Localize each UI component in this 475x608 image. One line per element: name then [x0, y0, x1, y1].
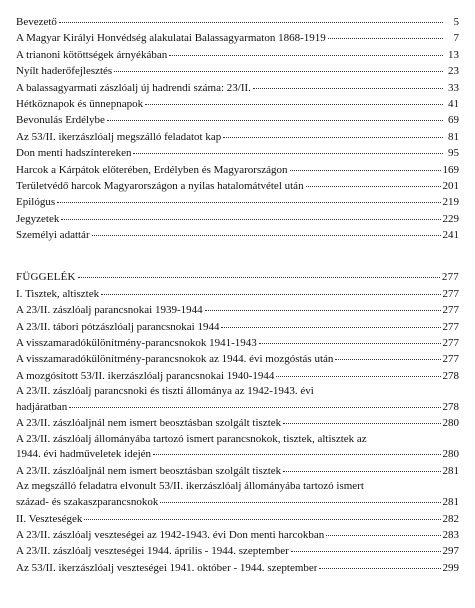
toc-entry-title: A visszamaradókülönítmény-parancsnokok az 1944. évi mozgóstás után: [16, 353, 334, 366]
leader-dots: [259, 342, 441, 344]
toc-entry-title-line2: hadjáratban: [16, 400, 68, 413]
toc-entry-title-line1: A 23/II. zászlóalj állományába tartozó ismert parancsnokok, tisztek, altisztek az: [16, 432, 367, 445]
toc-entry-title: A 23/II. zászlóaljnál nem ismert beosztásban szolgált tisztek: [16, 417, 282, 430]
toc-entry-page: 281: [442, 464, 459, 477]
toc-entry-multiline: [16, 384, 459, 415]
toc-entry-page: 23: [448, 65, 459, 78]
toc-entry-title: Bevonulás Erdélybe: [16, 114, 105, 127]
leader-dots: [326, 534, 440, 536]
toc-entry-page: 277: [442, 320, 459, 333]
toc-entry: [16, 112, 459, 128]
toc-entry: [16, 145, 459, 161]
toc-entry-title: Don menti hadszíntereken: [16, 147, 132, 160]
leader-dots: [92, 234, 441, 236]
leader-dots: [59, 21, 443, 23]
leader-dots: [328, 37, 443, 39]
leader-dots: [319, 567, 440, 569]
leader-dots: [61, 218, 440, 220]
toc-main-list: [16, 14, 459, 243]
leader-dots: [153, 453, 440, 455]
toc-entry-title: Területvédő harcok Magyarországon a nyilas hatalomátvétel után: [16, 179, 304, 192]
leader-dots: [205, 309, 441, 311]
toc-entry-page: 280: [442, 448, 459, 461]
toc-entry: [16, 129, 459, 145]
toc-entry-title: A 23/II. zászlóalj veszteségei 1944. április - 1944. szeptember: [16, 545, 289, 558]
toc-entry-page: 169: [442, 163, 459, 176]
toc-appendix-list: [16, 269, 459, 576]
toc-entry-title: Harcok a Kárpátok előterében, Erdélyben és Magyarországon: [16, 163, 288, 176]
toc-entry-title: Bevezető: [16, 16, 57, 28]
toc-entry: [16, 14, 459, 30]
toc-entry-page: 277: [442, 337, 459, 350]
toc-entry-title: Hétköznapok és ünnepnapok: [16, 97, 144, 110]
toc-entry-title: Nyílt haderőfejlesztés: [16, 65, 113, 78]
toc-entry-title: Az 53/II. ikerzászlóalj megszálló feladatot kap: [16, 130, 222, 143]
toc-entry: [16, 368, 459, 384]
toc-entry-title: I. Tisztek, altisztek: [16, 287, 100, 300]
toc-entry-page: 281: [442, 495, 459, 508]
leader-dots: [253, 87, 443, 89]
toc-entry: [16, 80, 459, 96]
leader-dots: [221, 326, 440, 328]
leader-dots: [283, 470, 440, 472]
toc-entry: [16, 286, 459, 302]
leader-dots: [84, 518, 440, 520]
toc-entry: [16, 302, 459, 318]
toc-entry: [16, 96, 459, 112]
toc-entry: [16, 335, 459, 351]
toc-entry-title-line1: A 23/II. zászlóalj parancsnoki és tiszti állománya az 1942-1943. évi: [16, 385, 314, 398]
toc-entry-page: 41: [448, 97, 459, 110]
appendix-heading-page: 277: [441, 271, 459, 284]
leader-dots: [283, 422, 440, 424]
leader-dots: [145, 103, 443, 105]
toc-entry-title: A 23/II. zászlóaljnál nem ismert beosztásban szolgált tisztek: [16, 464, 282, 477]
leader-dots: [291, 550, 441, 552]
toc-entry: [16, 560, 459, 576]
toc-entry-page: 81: [448, 130, 459, 143]
toc-entry-title: A visszamaradókülönítmény-parancsnokok 1941-1943: [16, 337, 257, 350]
toc-entry-title: A balassagyarmati zászlóalj új hadrendi száma: 23/II.: [16, 81, 251, 94]
toc-entry-title: II. Veszteségek: [16, 512, 83, 525]
leader-dots: [160, 501, 440, 503]
leader-dots: [57, 201, 440, 203]
leader-dots: [114, 70, 443, 72]
appendix-heading-title: FÜGGELÉK: [16, 271, 76, 284]
toc-entry-page: 282: [442, 512, 459, 525]
toc-entry-multiline: [16, 432, 459, 463]
toc-entry-page: 201: [442, 179, 459, 192]
toc-entry-title: Epilógus: [16, 196, 56, 209]
leader-dots: [276, 375, 440, 377]
toc-entry-title: Az 53/II. ikerzászlóalj veszteségei 1941. október - 1944. szeptember: [16, 561, 318, 574]
toc-entry: [16, 211, 459, 227]
leader-dots: [223, 136, 443, 138]
toc-entry-page: 283: [442, 528, 459, 541]
toc-entry-multiline: [16, 479, 459, 510]
toc-entry: [16, 415, 459, 431]
toc-entry-page: 297: [442, 545, 459, 558]
toc-entry-page: 278: [442, 369, 459, 382]
leader-dots: [306, 185, 441, 187]
toc-entry-page: 299: [442, 561, 459, 574]
leader-dots: [78, 276, 440, 278]
toc-entry: [16, 63, 459, 79]
toc-entry-title-line2: 1944. évi hadműveletek idején: [16, 448, 152, 461]
toc-entry: [16, 351, 459, 367]
toc-entry-page: 277: [442, 287, 459, 300]
toc-entry: [16, 30, 459, 46]
section-gap: [16, 243, 459, 269]
toc-entry: [16, 227, 459, 243]
leader-dots: [335, 358, 440, 360]
toc-entry: [16, 178, 459, 194]
toc-entry: [16, 194, 459, 210]
toc-entry: [16, 319, 459, 335]
toc-entry-title-line2: század- és szakaszparancsnokok: [16, 495, 159, 508]
toc-entry-title: A trianoni kötöttségek árnyékában: [16, 48, 168, 61]
leader-dots: [101, 293, 440, 295]
leader-dots: [69, 406, 440, 408]
toc-entry-page: 13: [448, 48, 459, 61]
toc-entry-page: 95: [448, 147, 459, 160]
appendix-heading: [16, 269, 459, 285]
toc-entry: [16, 511, 459, 527]
toc-entry: [16, 47, 459, 63]
toc-entry-title: A 23/II. zászlóalj parancsnokai 1939-1944: [16, 304, 203, 317]
toc-entry-title: Személyi adattár: [16, 229, 90, 242]
toc-entry-page: 69: [448, 114, 459, 127]
leader-dots: [107, 119, 443, 121]
toc-entry: [16, 527, 459, 543]
toc-entry: [16, 162, 459, 178]
toc-entry-page: 219: [442, 196, 459, 209]
toc-entry-page: 277: [442, 304, 459, 317]
toc-entry-title: A Magyar Királyi Honvédség alakulatai Balassagyarmaton 1868-1919: [16, 32, 326, 45]
leader-dots: [290, 169, 441, 171]
toc-entry-page: 5: [453, 16, 459, 28]
toc-entry: [16, 463, 459, 479]
toc-entry-page: 241: [442, 229, 459, 242]
toc-entry-page: 278: [442, 400, 459, 413]
toc-entry: [16, 543, 459, 559]
toc-entry-title-line1: Az megszálló feladatra elvonult 53/II. ikerzászlóalj állományába tartozó ismert: [16, 480, 364, 493]
toc-entry-title: A 23/II. zászlóalj veszteségei az 1942-1943. évi Don menti harcokban: [16, 528, 325, 541]
toc-entry-title: A 23/II. tábori pótzászlóalj parancsnokai 1944: [16, 320, 220, 333]
leader-dots: [133, 152, 443, 154]
toc-entry-title: A mozgósított 53/II. ikerzászlóalj parancsnokai 1940-1944: [16, 369, 275, 382]
toc-entry-title: Jegyzetek: [16, 212, 60, 225]
toc-entry-page: 7: [453, 32, 459, 45]
toc-entry-page: 277: [442, 353, 459, 366]
leader-dots: [169, 54, 443, 56]
toc-entry-page: 33: [448, 81, 459, 94]
toc-entry-page: 229: [442, 212, 459, 225]
toc-entry-page: 280: [442, 417, 459, 430]
